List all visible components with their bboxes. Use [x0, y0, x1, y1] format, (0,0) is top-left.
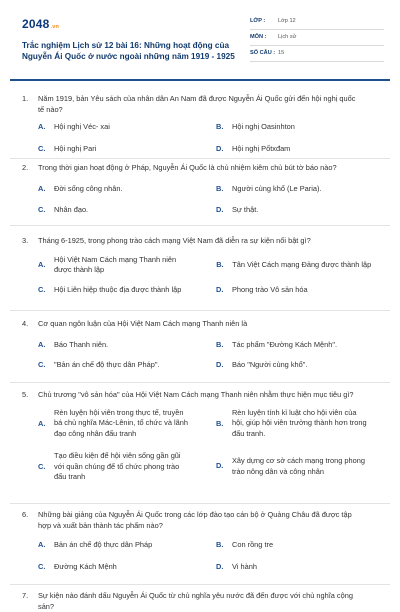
question-5	[22, 390, 378, 483]
option-d[interactable]: D. Hội nghị Pốtxđam	[216, 144, 291, 154]
option-d[interactable]: D. Phong trào Vô sản hóa	[216, 285, 308, 295]
question-divider	[10, 225, 390, 226]
option-c[interactable]: C. "Bản án chế độ thực dân Pháp".	[38, 360, 160, 370]
option-a[interactable]: A. Rèn luyện hội viên trong thực tế, truyền bá chủ nghĩa Mác-Lênin, tổ chức và lãnh đạo công nhân đấu tranh	[38, 407, 188, 439]
meta-class	[250, 14, 384, 30]
meta-subject	[250, 30, 384, 46]
question-text: 2. Trong thời gian hoạt động ở Pháp, Nguyễn Ái Quốc là chủ nhiệm kiêm chủ bút tờ báo nào?	[22, 163, 337, 172]
option-b[interactable]: B. Tân Việt Cách mạng Đảng được thành lập	[216, 259, 372, 269]
meta-subject-label: MÔN :	[250, 34, 267, 41]
option-d[interactable]: D. Sự thật.	[216, 205, 259, 215]
option-a[interactable]: A. Đời sống công nhân.	[38, 183, 123, 193]
question-number: 3.	[22, 236, 29, 245]
logo-suffix: .vn	[50, 24, 60, 30]
question-number: 2.	[22, 163, 29, 172]
meta-class-label: LỚP :	[250, 18, 266, 25]
question-1	[22, 94, 378, 155]
option-a[interactable]: A. Báo Thanh niên.	[38, 339, 109, 349]
options	[22, 255, 378, 296]
page-title: Trắc nghiệm Lịch sử 12 bài 16: Những hoạt động của Nguyễn Ái Quốc ở nước ngoài những năm 1919 - 1925	[22, 41, 235, 62]
meta-count	[250, 46, 384, 62]
question-number: 7.	[22, 591, 29, 600]
meta-count-label: SỐ CÂU :	[250, 50, 276, 57]
question-divider	[10, 310, 390, 311]
option-b[interactable]: B. Con rồng tre	[216, 540, 274, 550]
question-3	[22, 236, 378, 296]
meta-class-value: Lớp 12	[278, 18, 296, 25]
question-text: 6. Những bài giảng của Nguyễn Ái Quốc trong các lớp đào tạo cán bộ ở Quảng Châu đã được tập hợp và xuất bản thành tác phẩm nào?	[22, 510, 352, 530]
option-d[interactable]: D. Xây dựng cơ sở cách mạng trong phong trào nông dân và công nhân	[215, 455, 365, 476]
question-divider	[10, 382, 390, 383]
question-number: 1.	[22, 94, 29, 103]
options	[22, 540, 378, 572]
option-b[interactable]: B. Người cùng khổ (Le Paria).	[216, 183, 322, 193]
question-6	[22, 510, 378, 573]
meta-count-value: 15	[278, 50, 285, 57]
document-header	[22, 14, 382, 74]
option-c[interactable]: C. Đường Kách Mệnh	[38, 562, 117, 572]
header-divider	[10, 79, 390, 81]
option-c[interactable]: C. Tạo điều kiện để hội viên sống gần gũi với quần chúng để tổ chức phong trào đấu tranh	[38, 450, 181, 482]
question-number: 4.	[22, 319, 29, 328]
options	[22, 122, 378, 154]
question-2	[22, 163, 378, 216]
question-text: 1. Năm 1919, bản Yêu sách của nhân dân An Nam đã được Nguyễn Ái Quốc gửi đến hội nghị quốc tế nào?	[22, 94, 356, 114]
option-a[interactable]: A. Hội nghị Véc- xai	[38, 122, 110, 132]
option-b[interactable]: B. Tác phẩm "Đường Kách Mệnh".	[216, 339, 338, 349]
question-7	[22, 591, 378, 612]
question-divider	[10, 158, 390, 159]
question-4	[22, 319, 378, 371]
question-divider	[10, 503, 390, 504]
options	[22, 184, 378, 216]
question-text: 4. Cơ quan ngôn luận của Hội Việt Nam Cách mạng Thanh niên là	[22, 319, 248, 328]
question-number: 5.	[22, 390, 29, 399]
meta-info	[250, 14, 384, 62]
site-logo[interactable]	[22, 16, 59, 33]
option-c[interactable]: C. Nhân đạo.	[38, 205, 89, 215]
meta-subject-value: Lịch sử	[278, 34, 297, 41]
question-text: 7. Sự kiện nào đánh dấu Nguyễn Ái Quốc từ chủ nghĩa yêu nước đã đến được với chủ nghĩa cộng sản?	[22, 591, 353, 611]
options	[22, 340, 378, 371]
option-b[interactable]: B. Hội nghị Oasinhton	[216, 122, 295, 132]
option-a[interactable]: A. Bản án chế độ thực dân Pháp	[38, 540, 153, 550]
option-c[interactable]: C. Hội nghị Pari	[38, 144, 97, 154]
question-divider	[10, 584, 390, 585]
options	[22, 408, 378, 483]
option-d[interactable]: D. Báo "Người cùng khổ".	[216, 360, 308, 370]
logo-main: 2048	[22, 17, 50, 31]
option-b[interactable]: B. Rèn luyện tính kỉ luật cho hội viên của hội, giúp hội viên trưởng thành hơn trong đấu tranh.	[215, 407, 367, 439]
option-a[interactable]: A. Hội Việt Nam Cách mạng Thanh niên được thành lập	[38, 254, 177, 275]
option-c[interactable]: C. Hội Liên hiệp thuộc địa được thành lập	[38, 285, 182, 295]
option-d[interactable]: D. Vi hành	[216, 562, 257, 572]
question-text: 5. Chủ trương "vô sản hóa" của Hội Việt Nam Cách mạng Thanh niên nhằm thực hiện mục tiêu gì?	[22, 390, 354, 399]
question-number: 6.	[22, 510, 29, 519]
question-text: 3. Tháng 6-1925, trong phong trào cách mạng Việt Nam đã diễn ra sự kiện nổi bật gì?	[22, 236, 311, 245]
